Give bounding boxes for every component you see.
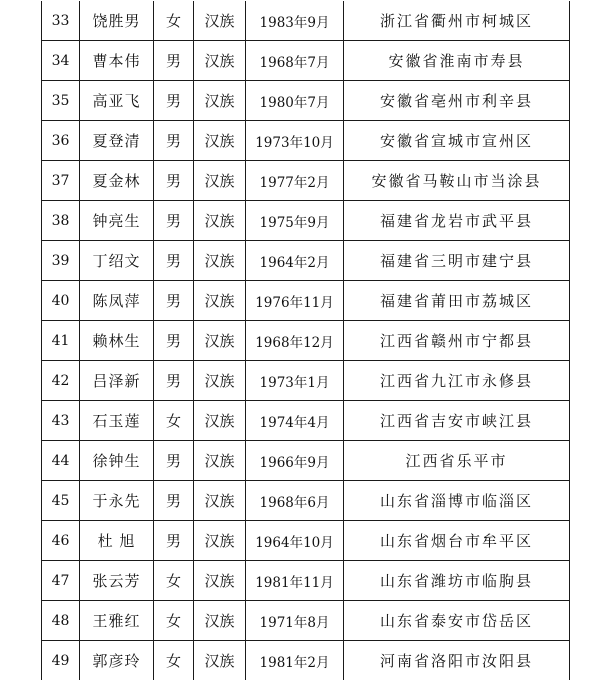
- name-cell: 高亚飞: [80, 81, 154, 121]
- gender-cell: 女: [154, 401, 194, 441]
- gender-cell: 男: [154, 161, 194, 201]
- gender-cell: 男: [154, 121, 194, 161]
- row-number-cell: 42: [42, 361, 80, 401]
- name-cell: 夏登清: [80, 121, 154, 161]
- origin-cell: 山东省泰安市岱岳区: [344, 601, 570, 641]
- table-row: [42, 81, 570, 121]
- table-row: [42, 241, 570, 281]
- birth-date-cell: 1968年12月: [246, 321, 344, 361]
- name-cell: 吕泽新: [80, 361, 154, 401]
- gender-cell: 男: [154, 481, 194, 521]
- origin-cell: 福建省莆田市荔城区: [344, 281, 570, 321]
- name-cell: 钟亮生: [80, 201, 154, 241]
- table-row: [42, 1, 570, 41]
- birth-date-cell: 1968年6月: [246, 481, 344, 521]
- name-cell: 饶胜男: [80, 1, 154, 41]
- birth-date-cell: 1964年10月: [246, 521, 344, 561]
- birth-date-cell: 1983年9月: [246, 1, 344, 41]
- ethnicity-cell: 汉族: [194, 41, 246, 81]
- table-row: [42, 521, 570, 561]
- row-number-cell: 37: [42, 161, 80, 201]
- gender-cell: 男: [154, 521, 194, 561]
- birth-date-cell: 1973年1月: [246, 361, 344, 401]
- name-cell: 赖林生: [80, 321, 154, 361]
- row-number-cell: 47: [42, 561, 80, 601]
- birth-date-cell: 1976年11月: [246, 281, 344, 321]
- birth-date-cell: 1981年11月: [246, 561, 344, 601]
- ethnicity-cell: 汉族: [194, 241, 246, 281]
- name-cell: 石玉莲: [80, 401, 154, 441]
- origin-cell: 安徽省亳州市利辛县: [344, 81, 570, 121]
- table-row: [42, 561, 570, 601]
- ethnicity-cell: 汉族: [194, 81, 246, 121]
- name-cell: 杜 旭: [80, 521, 154, 561]
- ethnicity-cell: 汉族: [194, 601, 246, 641]
- birth-date-cell: 1974年4月: [246, 401, 344, 441]
- gender-cell: 男: [154, 321, 194, 361]
- ethnicity-cell: 汉族: [194, 561, 246, 601]
- row-number-cell: 36: [42, 121, 80, 161]
- origin-cell: 安徽省淮南市寿县: [344, 41, 570, 81]
- row-number-cell: 45: [42, 481, 80, 521]
- ethnicity-cell: 汉族: [194, 481, 246, 521]
- gender-cell: 男: [154, 281, 194, 321]
- gender-cell: 男: [154, 201, 194, 241]
- origin-cell: 安徽省宣城市宣州区: [344, 121, 570, 161]
- row-number-cell: 43: [42, 401, 80, 441]
- row-number-cell: 40: [42, 281, 80, 321]
- origin-cell: 山东省淄博市临淄区: [344, 481, 570, 521]
- birth-date-cell: 1966年9月: [246, 441, 344, 481]
- ethnicity-cell: 汉族: [194, 201, 246, 241]
- origin-cell: 福建省龙岩市武平县: [344, 201, 570, 241]
- origin-cell: 山东省潍坊市临朐县: [344, 561, 570, 601]
- table-row: [42, 161, 570, 201]
- table-row: [42, 481, 570, 521]
- birth-date-cell: 1964年2月: [246, 241, 344, 281]
- gender-cell: 女: [154, 1, 194, 41]
- ethnicity-cell: 汉族: [194, 161, 246, 201]
- name-cell: 曹本伟: [80, 41, 154, 81]
- birth-date-cell: 1975年9月: [246, 201, 344, 241]
- table-row: [42, 601, 570, 641]
- origin-cell: 江西省吉安市峡江县: [344, 401, 570, 441]
- origin-cell: 河南省洛阳市汝阳县: [344, 641, 570, 681]
- ethnicity-cell: 汉族: [194, 641, 246, 681]
- ethnicity-cell: 汉族: [194, 321, 246, 361]
- gender-cell: 女: [154, 641, 194, 681]
- row-number-cell: 35: [42, 81, 80, 121]
- ethnicity-cell: 汉族: [194, 361, 246, 401]
- name-cell: 陈凤萍: [80, 281, 154, 321]
- table-row: [42, 641, 570, 681]
- birth-date-cell: 1980年7月: [246, 81, 344, 121]
- ethnicity-cell: 汉族: [194, 1, 246, 41]
- birth-date-cell: 1973年10月: [246, 121, 344, 161]
- row-number-cell: 39: [42, 241, 80, 281]
- ethnicity-cell: 汉族: [194, 441, 246, 481]
- row-number-cell: 49: [42, 641, 80, 681]
- origin-cell: 江西省九江市永修县: [344, 361, 570, 401]
- gender-cell: 女: [154, 601, 194, 641]
- table-row: [42, 281, 570, 321]
- ethnicity-cell: 汉族: [194, 521, 246, 561]
- gender-cell: 男: [154, 41, 194, 81]
- table-row: [42, 201, 570, 241]
- birth-date-cell: 1968年7月: [246, 41, 344, 81]
- gender-cell: 女: [154, 561, 194, 601]
- row-number-cell: 48: [42, 601, 80, 641]
- birth-date-cell: 1981年2月: [246, 641, 344, 681]
- origin-cell: 福建省三明市建宁县: [344, 241, 570, 281]
- name-cell: 丁绍文: [80, 241, 154, 281]
- origin-cell: 江西省赣州市宁都县: [344, 321, 570, 361]
- table-row: [42, 361, 570, 401]
- ethnicity-cell: 汉族: [194, 401, 246, 441]
- origin-cell: 安徽省马鞍山市当涂县: [344, 161, 570, 201]
- table-row: [42, 121, 570, 161]
- name-cell: 郭彦玲: [80, 641, 154, 681]
- table-row: [42, 41, 570, 81]
- table-row: [42, 401, 570, 441]
- ethnicity-cell: 汉族: [194, 121, 246, 161]
- birth-date-cell: 1971年8月: [246, 601, 344, 641]
- origin-cell: 浙江省衢州市柯城区: [344, 1, 570, 41]
- name-cell: 于永先: [80, 481, 154, 521]
- origin-cell: 江西省乐平市: [344, 441, 570, 481]
- row-number-cell: 41: [42, 321, 80, 361]
- row-number-cell: 46: [42, 521, 80, 561]
- birth-date-cell: 1977年2月: [246, 161, 344, 201]
- name-cell: 张云芳: [80, 561, 154, 601]
- ethnicity-cell: 汉族: [194, 281, 246, 321]
- origin-cell: 山东省烟台市牟平区: [344, 521, 570, 561]
- name-cell: 夏金林: [80, 161, 154, 201]
- gender-cell: 男: [154, 441, 194, 481]
- roster-table-body: [42, 1, 570, 680]
- name-cell: 徐钟生: [80, 441, 154, 481]
- row-number-cell: 33: [42, 1, 80, 41]
- name-cell: 王雅红: [80, 601, 154, 641]
- roster-table: [41, 1, 570, 680]
- table-row: [42, 321, 570, 361]
- table-row: [42, 441, 570, 481]
- gender-cell: 男: [154, 81, 194, 121]
- row-number-cell: 34: [42, 41, 80, 81]
- row-number-cell: 44: [42, 441, 80, 481]
- gender-cell: 男: [154, 361, 194, 401]
- row-number-cell: 38: [42, 201, 80, 241]
- gender-cell: 男: [154, 241, 194, 281]
